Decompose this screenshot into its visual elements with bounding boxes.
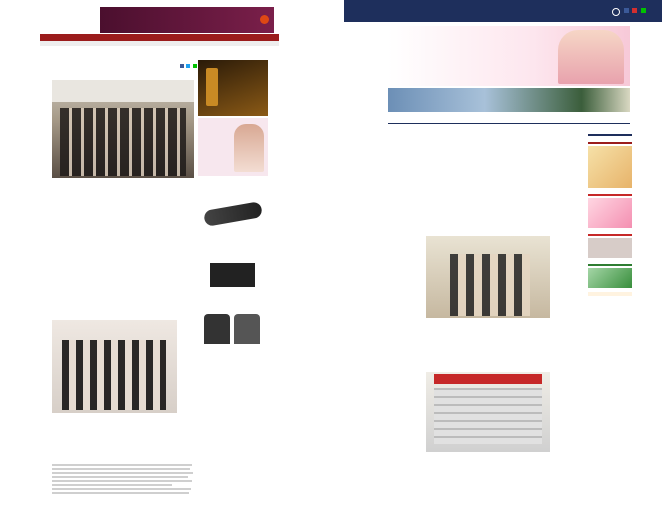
share-buttons (426, 154, 586, 160)
book-thumb (588, 146, 632, 188)
line-icon[interactable] (193, 64, 197, 68)
main-nav (40, 34, 279, 41)
search-icon[interactable] (612, 8, 620, 16)
article-photo-2 (52, 320, 177, 413)
sub-nav (40, 41, 279, 46)
share-icons (180, 64, 197, 69)
banner-ad[interactable] (100, 7, 274, 33)
side-ad-shopee-line3 (210, 263, 255, 287)
model-photo (234, 124, 264, 172)
heben-banner-ad[interactable] (388, 26, 630, 86)
article-photo (426, 236, 550, 318)
social-icons (624, 8, 646, 14)
hualien-section[interactable] (588, 264, 632, 266)
book-section (588, 142, 632, 144)
old-news-thumb (588, 238, 632, 258)
hualien-thumb (588, 268, 632, 288)
right-sidebar (588, 134, 632, 509)
tshirt-icon (204, 314, 230, 344)
side-ad-heben[interactable] (198, 118, 268, 176)
divider (290, 0, 344, 512)
tshirt-icon-2 (234, 314, 260, 344)
recommend-header (588, 134, 632, 136)
shoes-icon (203, 201, 263, 227)
youtube-icon[interactable] (632, 8, 637, 13)
ubuntu-logo-icon (260, 15, 269, 24)
left-page (0, 0, 290, 512)
right-page (344, 0, 662, 512)
property-ad[interactable] (588, 292, 632, 296)
line-icon[interactable] (641, 8, 646, 13)
travel-banner[interactable] (388, 88, 630, 112)
twitter-icon[interactable] (186, 64, 190, 68)
music-section[interactable] (588, 194, 632, 196)
mother-child-photo (558, 30, 624, 84)
side-ad-shopee[interactable] (198, 196, 268, 348)
article-photo-2 (426, 372, 550, 452)
article-photo (52, 80, 194, 178)
top-bar (344, 0, 662, 22)
tab-bar (388, 115, 630, 124)
side-ad-bacalta[interactable] (198, 60, 268, 116)
facebook-icon[interactable] (180, 64, 184, 68)
bottle-icon (206, 68, 218, 106)
music-thumb (588, 198, 632, 228)
old-news-section[interactable] (588, 234, 632, 236)
facebook-icon[interactable] (624, 8, 629, 13)
filler-lines (52, 462, 194, 496)
